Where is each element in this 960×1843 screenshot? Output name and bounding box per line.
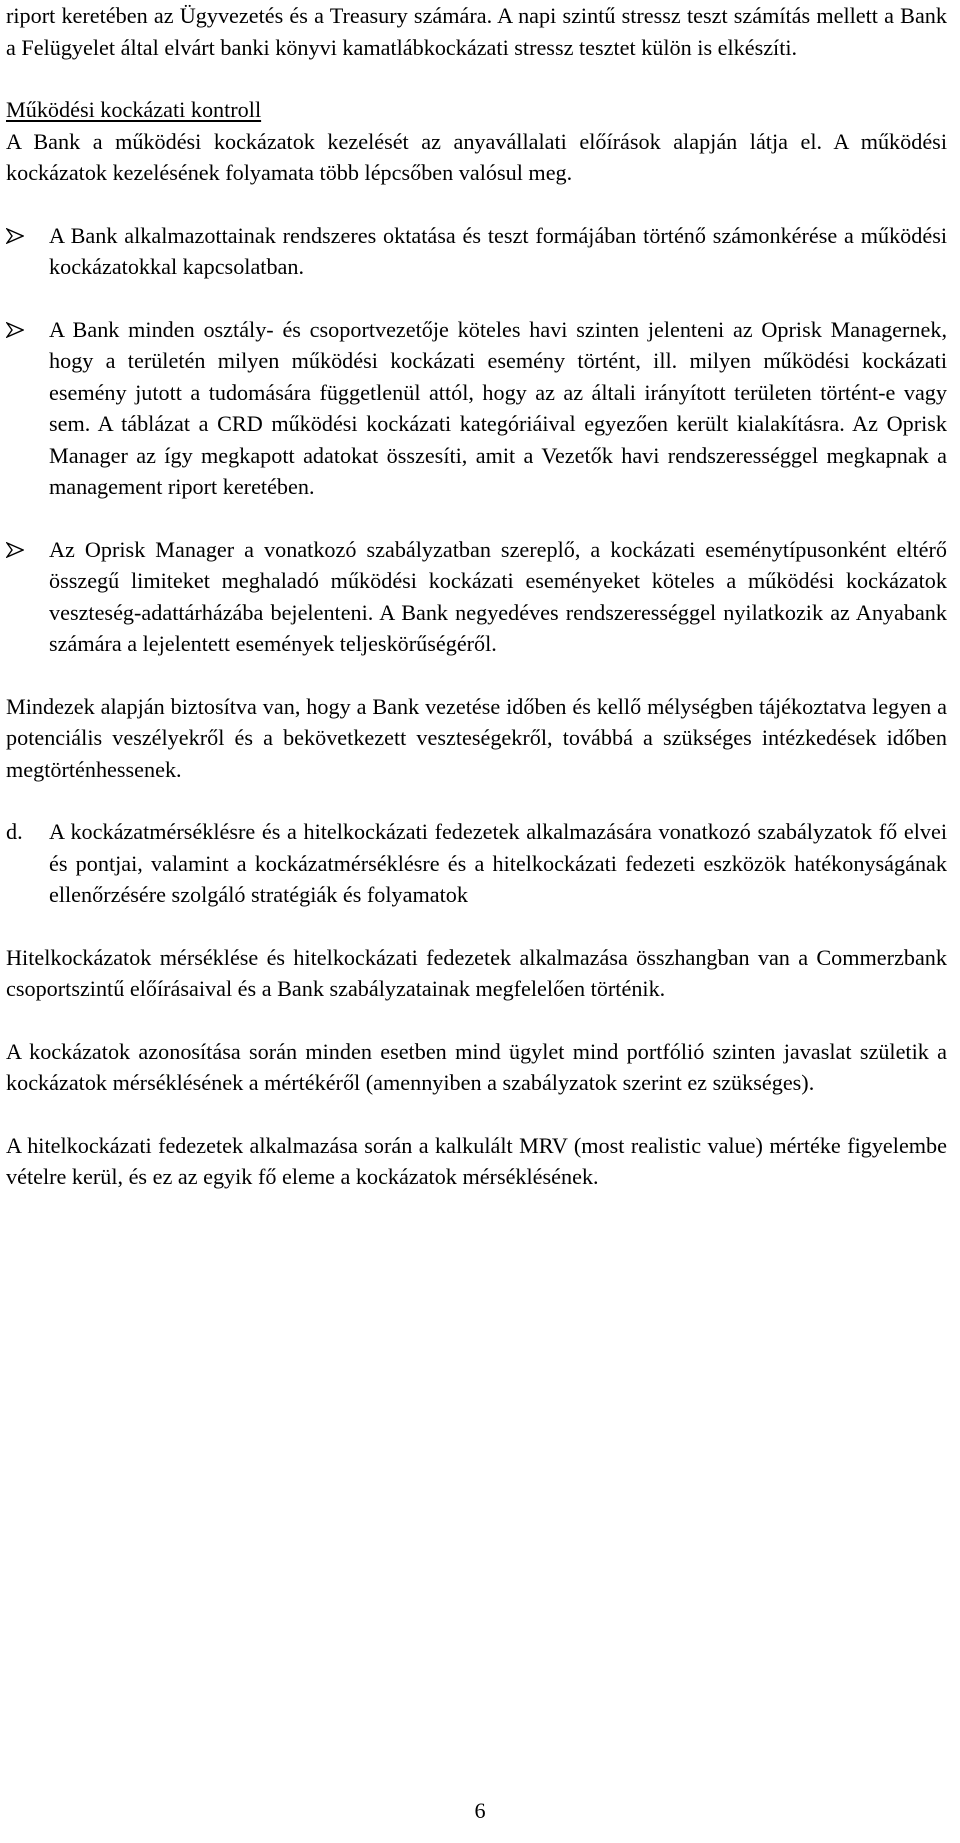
bullet-text: A Bank alkalmazottainak rendszeres oktatása és teszt formájában történő számonkérése a működési kockázatokkal kapcsolatban. <box>49 222 947 279</box>
bullet-item-loss-database <box>6 534 947 660</box>
intro-paragraph: riport keretében az Ügyvezetés és a Treasury számára. A napi szintű stressz teszt számítás mellett a Bank a Felügyelet által elvárt banki könyvi kamatlábkockázati stressz tesztet külön is elkészíti. <box>6 3 947 60</box>
document-page <box>6 0 947 1193</box>
risk-identification-paragraph: A kockázatok azonosítása során minden esetben mind ügylet mind portfólió szinten javaslat születik a kockázatok mérséklésének a mértékéről (amennyiben a szabályzatok szerint ez szükséges). <box>6 1038 947 1095</box>
section-d-text: A kockázatmérséklésre és a hitelkockázati fedezetek alkalmazására vonatkozó szabályzatok fő elvei és pontjai, valamint a kockázatmérséklésre és a hitelkockázati fedezeti eszközök hatékonyságának ellenőrzésére szolgáló stratégiák és folyamatok <box>49 819 947 907</box>
bullet-text: Az Oprisk Manager a vonatkozó szabályzatban szereplő, a kockázati eseménytípusonként eltérő összegű limiteket meghaladó működési kockázati eseményeket köteles a működési kockázatok veszteség-adattárházába bejelenteni. A Bank negyedéves rendszerességgel nyilatkozik az Anyabank számára a lejelentett események teljeskörűségéről. <box>49 536 947 656</box>
arrowhead-bullet-icon <box>6 322 24 338</box>
bullet-item-reporting <box>6 314 947 503</box>
credit-mitigation-paragraph: Hitelkockázatok mérséklése és hitelkockázati fedezetek alkalmazása összhangban van a Commerzbank csoportszintű előírásaival és a Bank szabályzatainak megfelelően történik. <box>6 944 947 1001</box>
section-d-letter: d. <box>6 819 23 844</box>
arrowhead-bullet-icon <box>6 542 24 558</box>
bullet-text: A Bank minden osztály- és csoportvezetője köteles havi szinten jelenteni az Oprisk Managernek, hogy a területén milyen működési kockázati esemény történt, ill. milyen működési kockázati esemény jutott a tudomására függetlenül attól, hogy az az általi irányított területen történt-e vagy sem. A táblázat a CRD működési kockázati kategóriáival egyezően került kialakításra. Az Oprisk Manager az így megkapott adatokat összesíti, amit a Vezetők havi rendszerességgel megkapnak a management riport keretében. <box>49 316 947 499</box>
op-risk-paragraph: A Bank a működési kockázatok kezelését az anyavállalati előírások alapján látja el. A működési kockázatok kezelésének folyamata több lépcsőben valósul meg. <box>6 128 947 185</box>
mrv-paragraph: A hitelkockázati fedezetek alkalmazása során a kalkulált MRV (most realistic value) mértéke figyelembe vételre kerül, és ez az egyik fő eleme a kockázatok mérséklésének. <box>6 1132 947 1189</box>
arrowhead-bullet-icon <box>6 228 24 244</box>
summary-paragraph: Mindezek alapján biztosítva van, hogy a Bank vezetése időben és kellő mélységben tájékoztatva legyen a potenciális veszélyekről és a bekövetkezett veszteségekről, továbbá a szükséges intézkedések időben megtörténhessenek. <box>6 693 947 782</box>
page-number: 6 <box>474 1798 486 1823</box>
bullet-item-training <box>6 220 947 283</box>
section-heading-op-risk: Működési kockázati kontroll <box>6 97 262 122</box>
section-d <box>6 816 947 911</box>
